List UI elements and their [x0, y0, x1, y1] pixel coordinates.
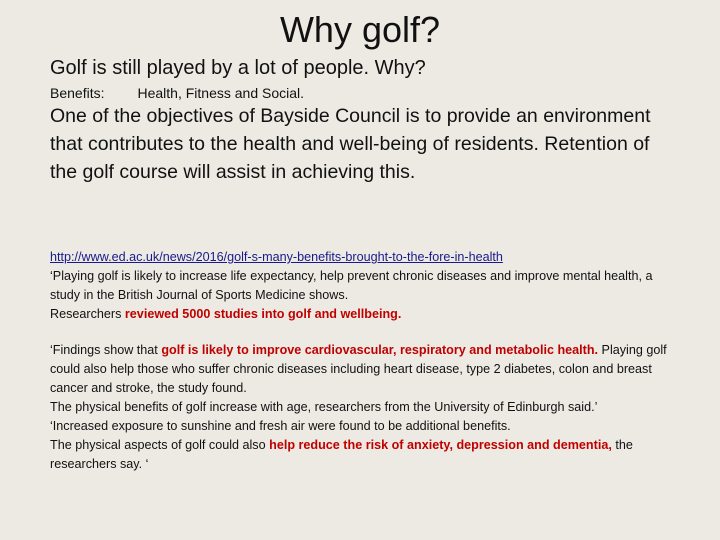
researchers-line	[50, 305, 680, 324]
quote-life-expectancy: ‘Playing golf is likely to increase life expectancy, help prevent chronic diseases and improve mental health, a study in the British Journal of Sports Medicine shows.	[50, 269, 653, 302]
age-line: The physical benefits of golf increase with age, researchers from the University of Edinburgh said.’	[50, 400, 598, 414]
findings-paragraph	[50, 341, 680, 398]
aspects-prefix: The physical aspects of golf could also	[50, 438, 270, 452]
findings-rest: Playing golf could also help those who suffer chronic diseases including heart disease, type 2 diabetes, colon and breast cancer and stroke, the study found.	[50, 343, 667, 395]
slide-title: Why golf?	[279, 9, 441, 50]
aspects-highlight: help reduce the risk of anxiety, depression and dementia,	[269, 438, 612, 452]
article-excerpt	[50, 248, 680, 474]
article-link[interactable]: http://www.ed.ac.uk/news/2016/golf-s-many-benefits-brought-to-the-fore-in-health	[50, 250, 503, 264]
benefits-line	[50, 84, 304, 102]
researchers-highlight: reviewed 5000 studies into golf and wellbeing.	[124, 307, 402, 321]
findings-prefix: ‘Findings show that	[50, 343, 162, 357]
sunshine-line: ‘Increased exposure to sunshine and fresh air were found to be additional benefits.	[50, 419, 511, 433]
slide-subtitle: Golf is still played by a lot of people. Why?	[50, 57, 426, 79]
findings-highlight: golf is likely to improve cardiovascular, respiratory and metabolic health.	[161, 343, 599, 357]
researchers-prefix: Researchers	[50, 307, 125, 321]
paragraph-gap	[50, 324, 680, 341]
aspects-suffix: the researchers say. ‘	[50, 438, 633, 471]
objective-paragraph: One of the objectives of Bayside Council is to provide an environment that contributes to the health and well-being of residents. Retention of the golf course will assist in achieving this.	[50, 105, 651, 183]
aspects-line	[50, 436, 680, 474]
benefits-value: Health, Fitness and Social.	[137, 85, 305, 101]
benefits-label: Benefits:	[50, 85, 105, 101]
